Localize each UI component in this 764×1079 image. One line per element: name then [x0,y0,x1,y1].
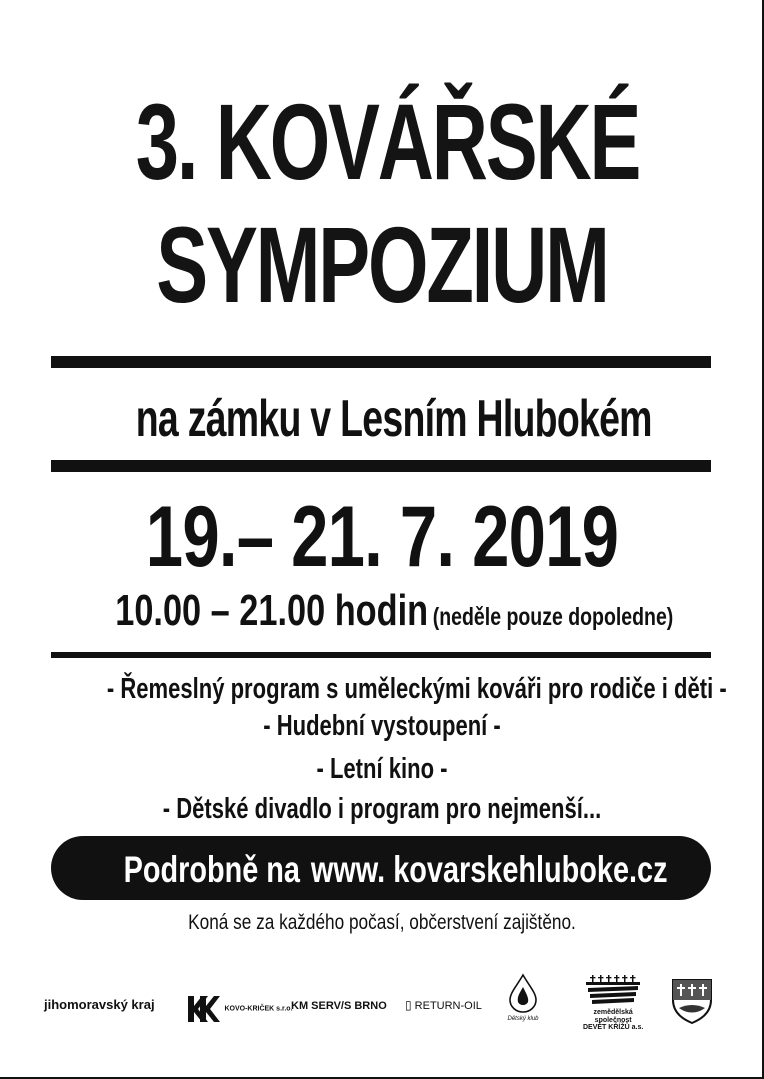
website-link[interactable]: www. kovarskehluboke.cz [310,849,668,890]
venue-subtitle: na zámku v Lesním Hlubokém [135,390,652,448]
divider-bar-top [51,356,711,368]
sponsor-zemedelska-spolecnost [583,974,643,1032]
flame-drop-icon [506,973,540,1013]
field-crosses-icon [586,974,640,1004]
website-banner-text [123,849,668,890]
poster-title-line1: 3. KOVÁŘSKÉ [135,81,640,202]
oil-can-icon: ▯ [405,998,412,1012]
opening-hours-note: (neděle pouze dopoledne) [432,603,674,631]
details-label: Podrobně na [123,849,300,890]
program-item: - Hudební vystoupení - [263,710,501,742]
opening-hours-row [115,586,674,635]
divider-bar-thin [51,652,711,658]
program-item: - Řemeslný program s uměleckými kováři pro rodiče i děti - [106,673,727,705]
sponsor-detsky-klub [506,973,540,1022]
website-banner[interactable] [51,836,711,900]
opening-hours: 10.00 – 21.00 hodin [115,586,429,635]
kovo-kricek-logo-icon [188,996,220,1022]
sponsor-kovo-kricek [188,996,293,1022]
divider-bar-middle [51,460,711,472]
program-item: - Dětské divadlo i program pro nejmenší... [162,793,602,825]
event-date: 19.– 21. 7. 2019 [145,489,619,585]
return-oil-text: RETURN-OIL [414,1000,482,1012]
municipal-crest-logo [671,978,713,1029]
sponsor-return-oil [405,998,482,1012]
kovo-kricek-text: KOVO-KRIČEK s.r.o. [224,1005,293,1013]
program-item: - Letní kino - [316,753,448,785]
zemedelska-line2: společnost [594,1016,632,1024]
poster-title-line2: SYMPOZIUM [156,204,608,325]
weather-note: Koná se za každého počasí, občerstvení zajištěno. [188,911,576,934]
detsky-klub-text: Dětský klub [507,1016,539,1022]
zemedelska-line3: DEVĚT KŘÍŽŮ a.s. [583,1024,644,1032]
sponsor-km-servis: KM SERV/S BRNO [291,1000,387,1012]
sponsor-jihomoravsky-kraj: jihomoravský kraj [44,997,155,1012]
coat-of-arms-icon [671,978,713,1024]
zemedelska-line1: zemědělská [593,1009,633,1016]
